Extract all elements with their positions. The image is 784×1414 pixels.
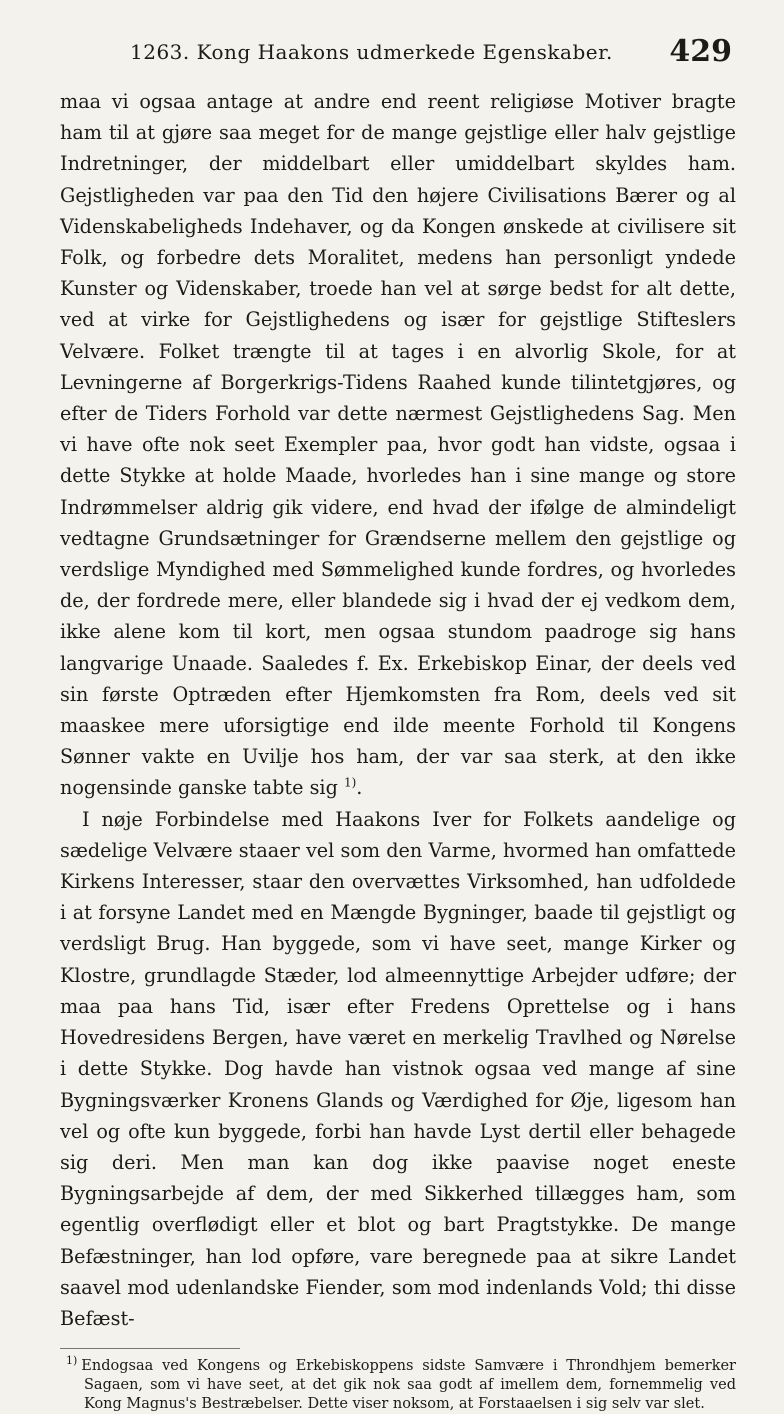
- footnote-divider: [60, 1348, 240, 1349]
- footnote: [60, 1354, 736, 1414]
- paragraph: I nøje Forbindelse med Haakons Iver for Folkets aandelige og sædelige Velvære staaer vel som den Varme, hvormed han omfattede Kirkens Interesser, staar den overvættes Virksomhed, han udfoldede i at forsyne Landet med en Mængde Bygninger, baade til gejstligt og verdsligt Brug. Han byggede, som vi have seet, mange Kirker og Klostre, grundlagde Stæder, lod almeennyttige Arbejder udføre; der maa paa hans Tid, især efter Fredens Oprettelse og i hans Hovedresidens Bergen, have været en merkelig Travlhed og Nørelse i dette Stykke. Dog havde han vistnok ogsaa ved mange af sine Bygningsværker Kronens Glands og Værdighed for Øje, ligesom han vel og ofte kun byggede, forbi han havde Lyst dertil eller behagede sig deri. Men man kan dog ikke paavise noget eneste Bygningsarbejde af dem, der med Sikkerhed tillægges ham, som egentlig overflødigt eller et blot og bart Pragtstykke. De mange Befæstninger, han lod opføre, vare beregnede paa at sikre Landet saavel mod udenlandske Fiender, som mod indenlands Vold; thi disse Befæst-: [60, 807, 736, 1330]
- running-head-title: 1263. Kong Haakons udmerkede Egenskaber.: [130, 40, 613, 64]
- footnote-text: Endogsaa ved Kongens og Erkebiskoppens sidste Samvære i Throndhjem bemerker Sagaen, som vi have seet, at det gik nok saa godt af imellem dem, fornemmelig ved Kong Magnus's Bestræbelser. Dette viser noksom, at Forstaaelsen i sig selv var slet.: [81, 1358, 736, 1413]
- footnote-marker: 1): [66, 1354, 78, 1368]
- body-text: [60, 86, 736, 1334]
- running-head: [60, 34, 736, 72]
- footnote-reference: 1): [343, 776, 357, 791]
- paragraph-text: maa vi ogsaa antage at andre end reent religiøse Motiver bragte ham til at gjøre saa meget for de mange gejstlige eller halv gejstlige Indretninger, der middelbart eller umiddelbart skyldes ham. Gejstligheden var paa den Tid den højere Civilisations Bærer og al Videnskabeligheds Indehaver, og da Kongen ønskede at civilisere sit Folk, og forbedre dets Moralitet, medens han personligt yndede Kunster og Videnskaber, troede han vel at sørge bedst for alt dette, ved at virke for Gejstlighedens og især for gejstlige Stifteslers Velvære. Folket trængte til at tages i en alvorlig Skole, for at Levningerne af Borgerkrigs-Tidens Raahed kunde tilintetgjøres, og efter de Tiders Forhold var dette nærmest Gejstlighedens Sag. Men vi have ofte nok seet Exempler paa, hvor godt han vidste, ogsaa i dette Stykke at holde Maade, hvorledes han i sine mange og store Indrømmelser aldrig gik videre, end hvad der ifølge de almindeligt vedtagne Grundsætninger for Grændserne mellem den gejstlige og verdslige Myndighed med Sømmelighed kunde fordres, og hvorledes de, der fordrede mere, eller blandede sig i hvad der ej vedkom dem, ikke alene kom til kort, men ogsaa stundom paadroge sig hans langvarige Unaade. Saaledes f. Ex. Erkebiskop Einar, der deels ved sin første Optræden efter Hjemkomsten fra Rom, deels ved sit maaskee mere uforsigtige end ilde meente Forhold til Kongens Sønner vakte en Uvilje hos ham, der var saa sterk, at den ikke nogensinde ganske tabte sig: [60, 90, 736, 800]
- paragraph: [60, 86, 736, 804]
- page-number: 429: [669, 34, 732, 69]
- paragraph-end: .: [356, 776, 363, 800]
